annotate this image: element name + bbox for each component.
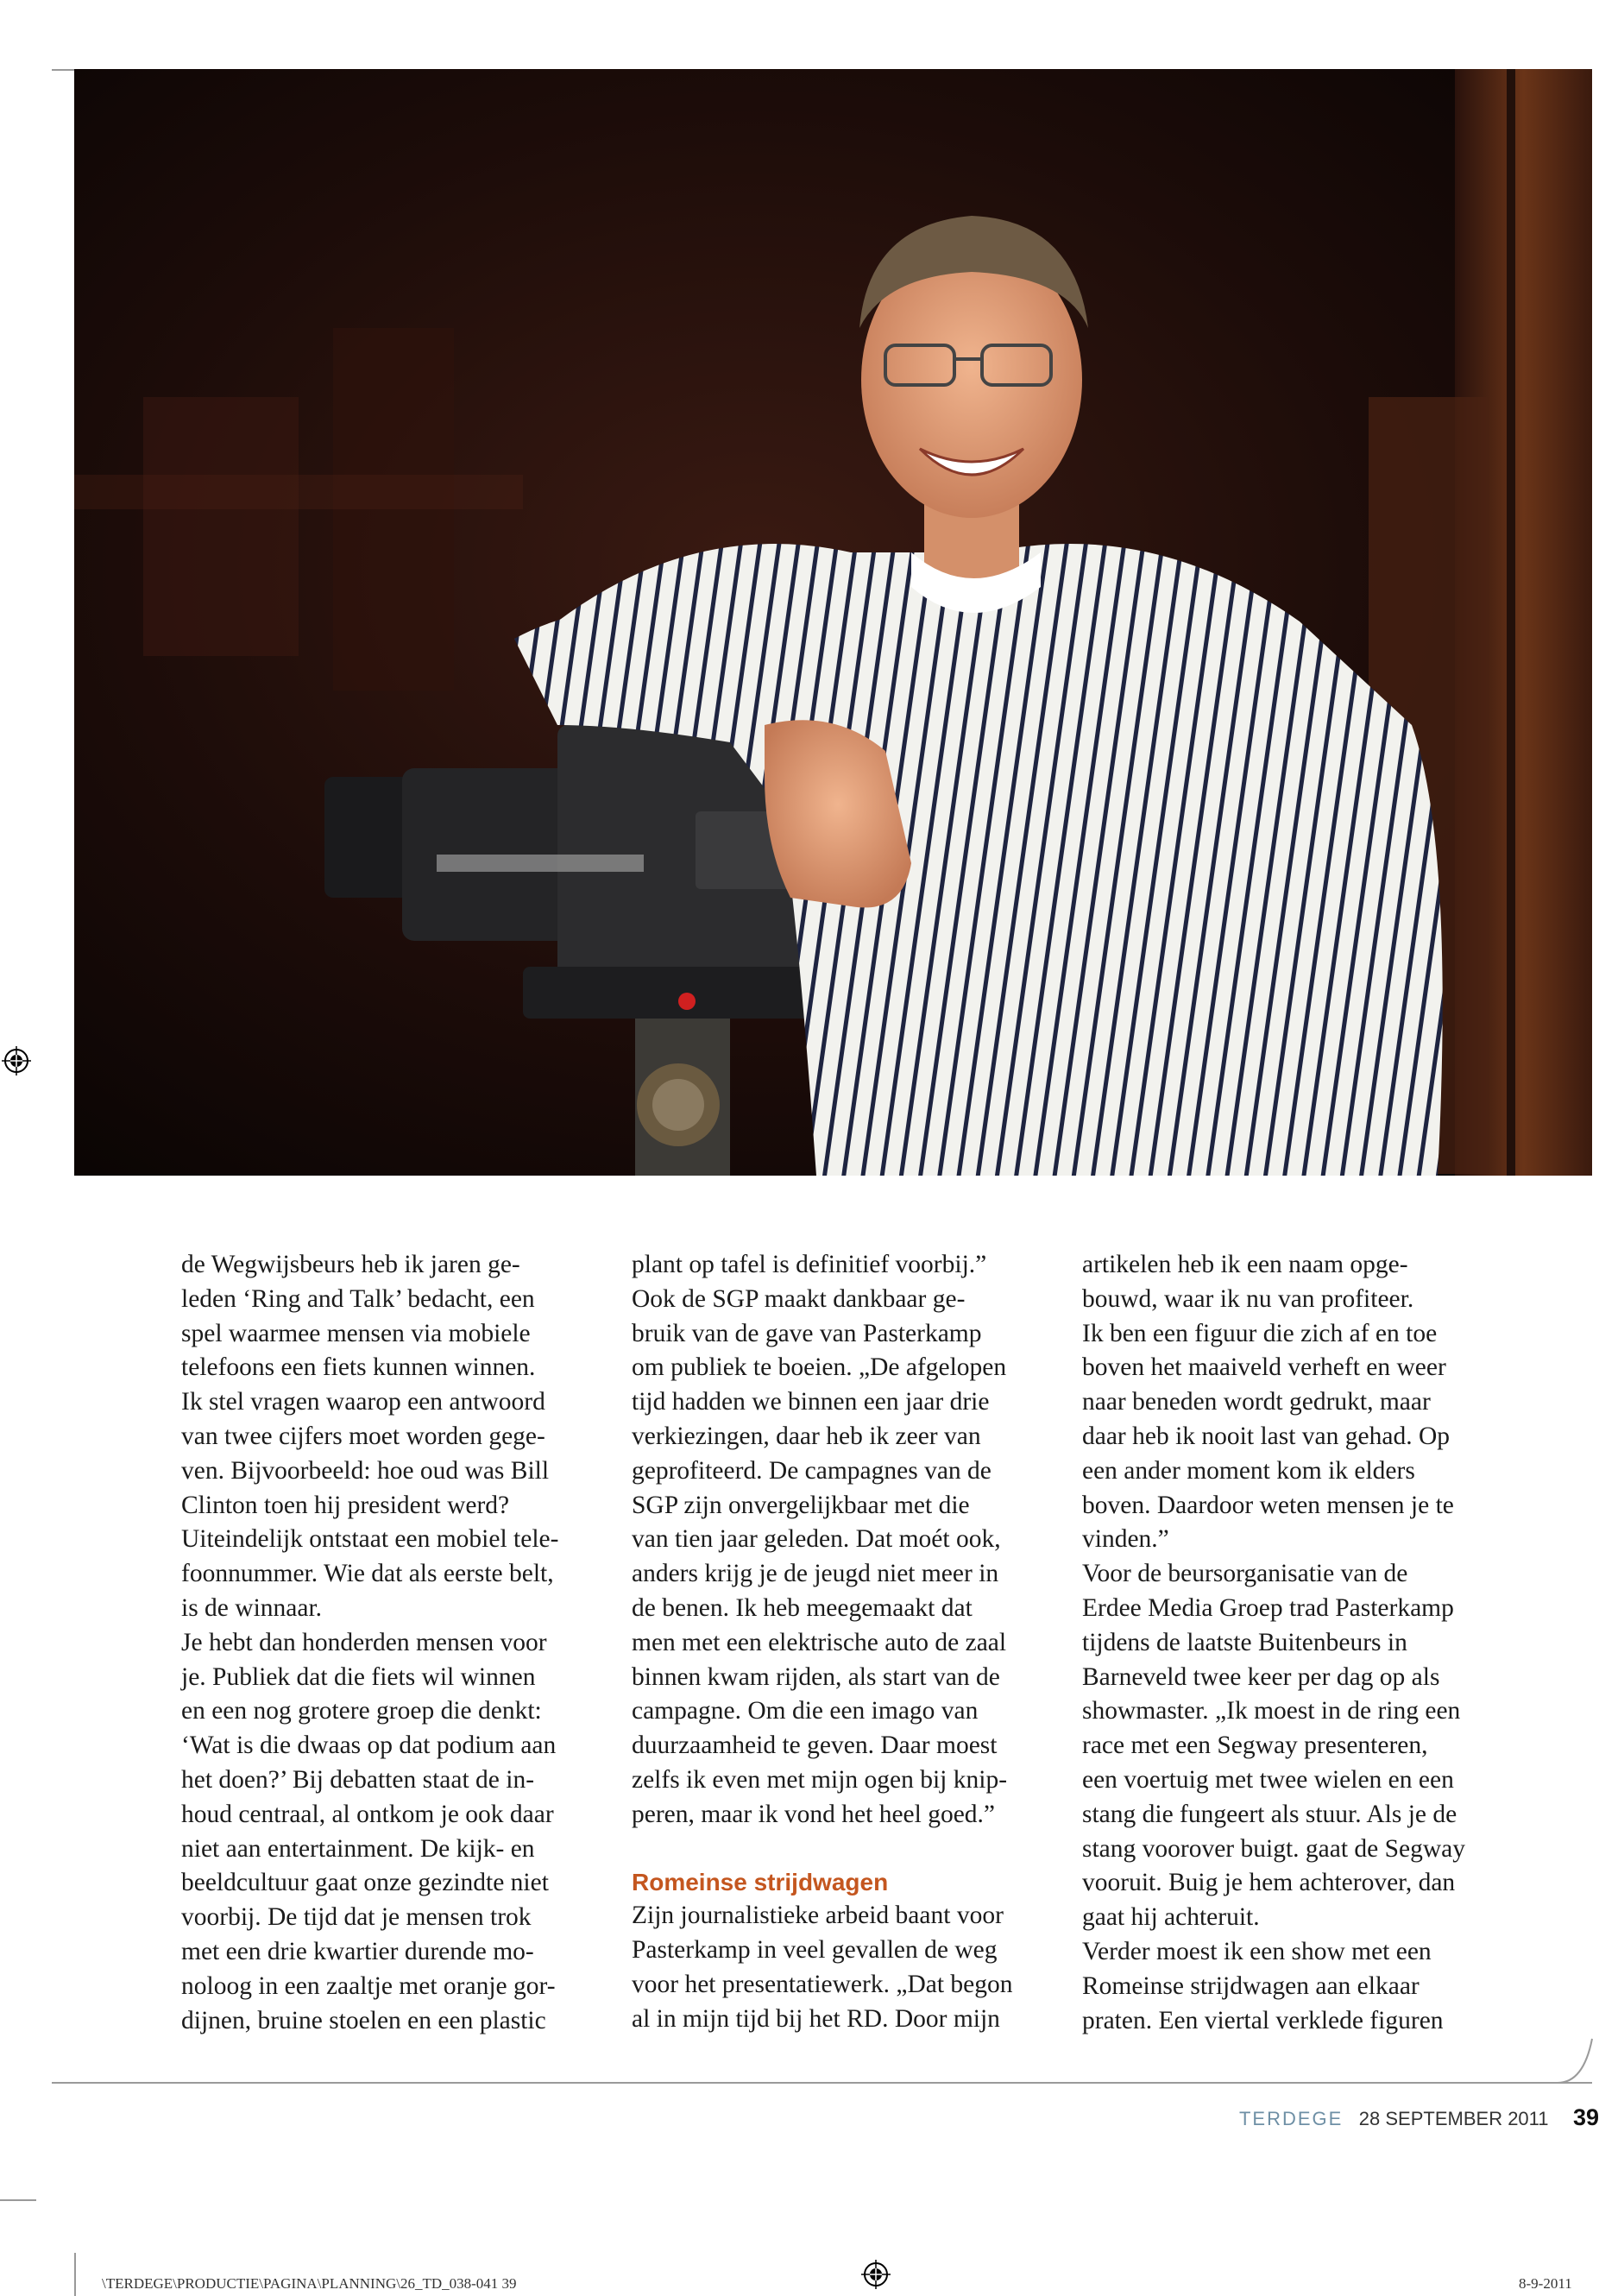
text-line: de benen. Ik heb meegemaakt dat [632, 1593, 973, 1622]
text-line: noloog in een zaaltje met oranje gor- [181, 1971, 556, 2000]
footer-magazine-name: TERDEGE [1238, 2108, 1344, 2129]
text-line: stang voorover buigt. gaat de Segway [1082, 1834, 1466, 1863]
text-line: telefoons een fiets kunnen winnen. [181, 1353, 536, 1382]
text-line: artikelen heb ik een naam opge- [1082, 1251, 1408, 1278]
text-line: binnen kwam rijden, als start van de [632, 1662, 1000, 1691]
text-line: stang die fungeert als stuur. Als je de [1082, 1800, 1457, 1828]
text-line: zelfs ik even met mijn ogen bij knip- [632, 1765, 1008, 1794]
text-line: SGP zijn onvergelijkbaar met die [632, 1491, 970, 1519]
text-line: campagne. Om die een imago van [632, 1697, 979, 1725]
text-line: praten. Een viertal verklede figuren [1082, 2006, 1444, 2034]
text-line: peren, maar ik vond het heel goed.” [632, 1800, 996, 1828]
text-line: geprofiteerd. De campagnes van de [632, 1456, 992, 1485]
portrait-photo [74, 69, 1592, 1176]
text-line: verkiezingen, daar heb ik zeer van [632, 1422, 981, 1450]
text-line: Zijn journalistieke arbeid baant voor [632, 1902, 1004, 1930]
text-line: Je hebt dan honderden mensen voor [181, 1628, 547, 1656]
text-column-3 [1082, 1248, 1507, 2038]
text-line: spel waarmee mensen via mobiele [181, 1319, 531, 1347]
print-slug-date: 8-9-2011 [1519, 2275, 1572, 2292]
footer-rule-curve [1558, 2039, 1592, 2084]
text-line: men met een elektrische auto de zaal [632, 1628, 1007, 1656]
footer-page-number: 39 [1572, 2104, 1599, 2130]
text-line: boven. Daardoor weten mensen je te [1082, 1491, 1454, 1519]
text-line: gaat hij achteruit. [1082, 1903, 1260, 1932]
registration-mark-bottom [861, 2260, 891, 2289]
text-line: is de winnaar. [181, 1593, 323, 1622]
text-line: Pasterkamp in veel gevallen de weg [632, 1936, 998, 1965]
text-line: Romeinse strijdwagen aan elkaar [1082, 1971, 1420, 2000]
text-line: ven. Bijvoorbeeld: hoe oud was Bill [181, 1456, 550, 1485]
text-line: bouwd, waar ik nu van profiteer. [1082, 1284, 1414, 1313]
text-line: leden ‘Ring and Talk’ bedacht, een [181, 1284, 535, 1313]
text-line: showmaster. „Ik moest in de ring een [1082, 1697, 1461, 1725]
text-line: dijnen, bruine stoelen en een plastic [181, 2006, 546, 2034]
text-line: voor het presentatiewerk. „Dat begon [632, 1970, 1013, 1998]
text-line: Ik ben een figuur die zich af en toe [1082, 1319, 1438, 1347]
text-line: niet aan entertainment. De kijk- en [181, 1834, 535, 1863]
text-line: duurzaamheid te geven. Daar moest [632, 1731, 998, 1760]
text-line: anders krijg je de jeugd niet meer in [632, 1560, 999, 1588]
text-line: een ander moment kom ik elders [1082, 1456, 1415, 1485]
text-line: Uiteindelijk ontstaat een mobiel tele- [181, 1525, 559, 1554]
text-line: Voor de beursorganisatie van de [1082, 1560, 1408, 1588]
text-line: race met een Segway presenteren, [1082, 1731, 1428, 1760]
text-line: met een drie kwartier durende mo- [181, 1937, 534, 1965]
text-column-1 [181, 1248, 606, 2038]
text-line: voorbij. De tijd dat je mensen trok [181, 1903, 532, 1932]
text-line: van tien jaar geleden. Dat moét ook, [632, 1525, 1001, 1554]
text-line: boven het maaiveld verheft en weer [1082, 1353, 1446, 1382]
text-line: Erdee Media Groep trad Pasterkamp [1082, 1593, 1454, 1622]
text-line: plant op tafel is definitief voorbij.” [632, 1251, 987, 1278]
crop-mark-top [52, 69, 76, 71]
text-line: van twee cijfers moet worden gege- [181, 1422, 545, 1450]
text-line: Clinton toen hij president werd? [181, 1491, 510, 1519]
print-slug-path: \TERDEGE\PRODUCTIE\PAGINA\PLANNING\26_TD_038-041 39 [102, 2275, 517, 2292]
text-line: de Wegwijsbeurs heb ik jaren ge- [181, 1251, 520, 1278]
text-line: tijdens de laatste Buitenbeurs in [1082, 1628, 1407, 1656]
text-line: foonnummer. Wie dat als eerste belt, [181, 1560, 554, 1588]
crop-mark-vertical [74, 2253, 76, 2296]
text-column-2 [632, 1248, 1056, 2037]
text-line: Ik stel vragen waarop een antwoord [181, 1388, 545, 1416]
text-line: houd centraal, al ontkom je ook daar [181, 1800, 554, 1828]
text-line: Ook de SGP maakt dankbaar ge- [632, 1284, 966, 1313]
footer-date: 28 SEPTEMBER 2011 [1358, 2108, 1549, 2129]
text-line: tijd hadden we binnen een jaar drie [632, 1388, 990, 1416]
text-line: daar heb ik nooit last van gehad. Op [1082, 1422, 1450, 1450]
text-line: beeldcultuur gaat onze gezindte niet [181, 1869, 549, 1897]
text-line: om publiek te boeien. „De afgelopen [632, 1353, 1007, 1382]
text-line: vinden.” [1082, 1525, 1169, 1554]
crop-mark-bottom-left [0, 2199, 36, 2201]
text-line: het doen?’ Bij debatten staat de in- [181, 1765, 535, 1794]
text-line: Barneveld twee keer per dag op als [1082, 1662, 1440, 1691]
text-line: al in mijn tijd bij het RD. Door mijn [632, 2004, 1000, 2033]
registration-mark-left [2, 1046, 31, 1075]
text-line: Verder moest ik een show met een [1082, 1937, 1432, 1965]
portrait-photo-icon [74, 69, 1592, 1176]
page-footer [1238, 2104, 1599, 2131]
text-line: vooruit. Buig je hem achterover, dan [1082, 1869, 1456, 1897]
section-subheading: Romeinse strijdwagen [632, 1868, 889, 1895]
footer-rule [52, 2082, 1592, 2084]
text-line: bruik van de gave van Pasterkamp [632, 1319, 982, 1347]
text-line: je. Publiek dat die fiets wil winnen [181, 1662, 536, 1691]
text-line: naar beneden wordt gedrukt, maar [1082, 1388, 1431, 1416]
text-line: ‘Wat is die dwaas op dat podium aan [181, 1731, 557, 1760]
text-line: een voertuig met twee wielen en een [1082, 1765, 1454, 1794]
text-line: en een nog grotere groep die denkt: [181, 1697, 542, 1725]
